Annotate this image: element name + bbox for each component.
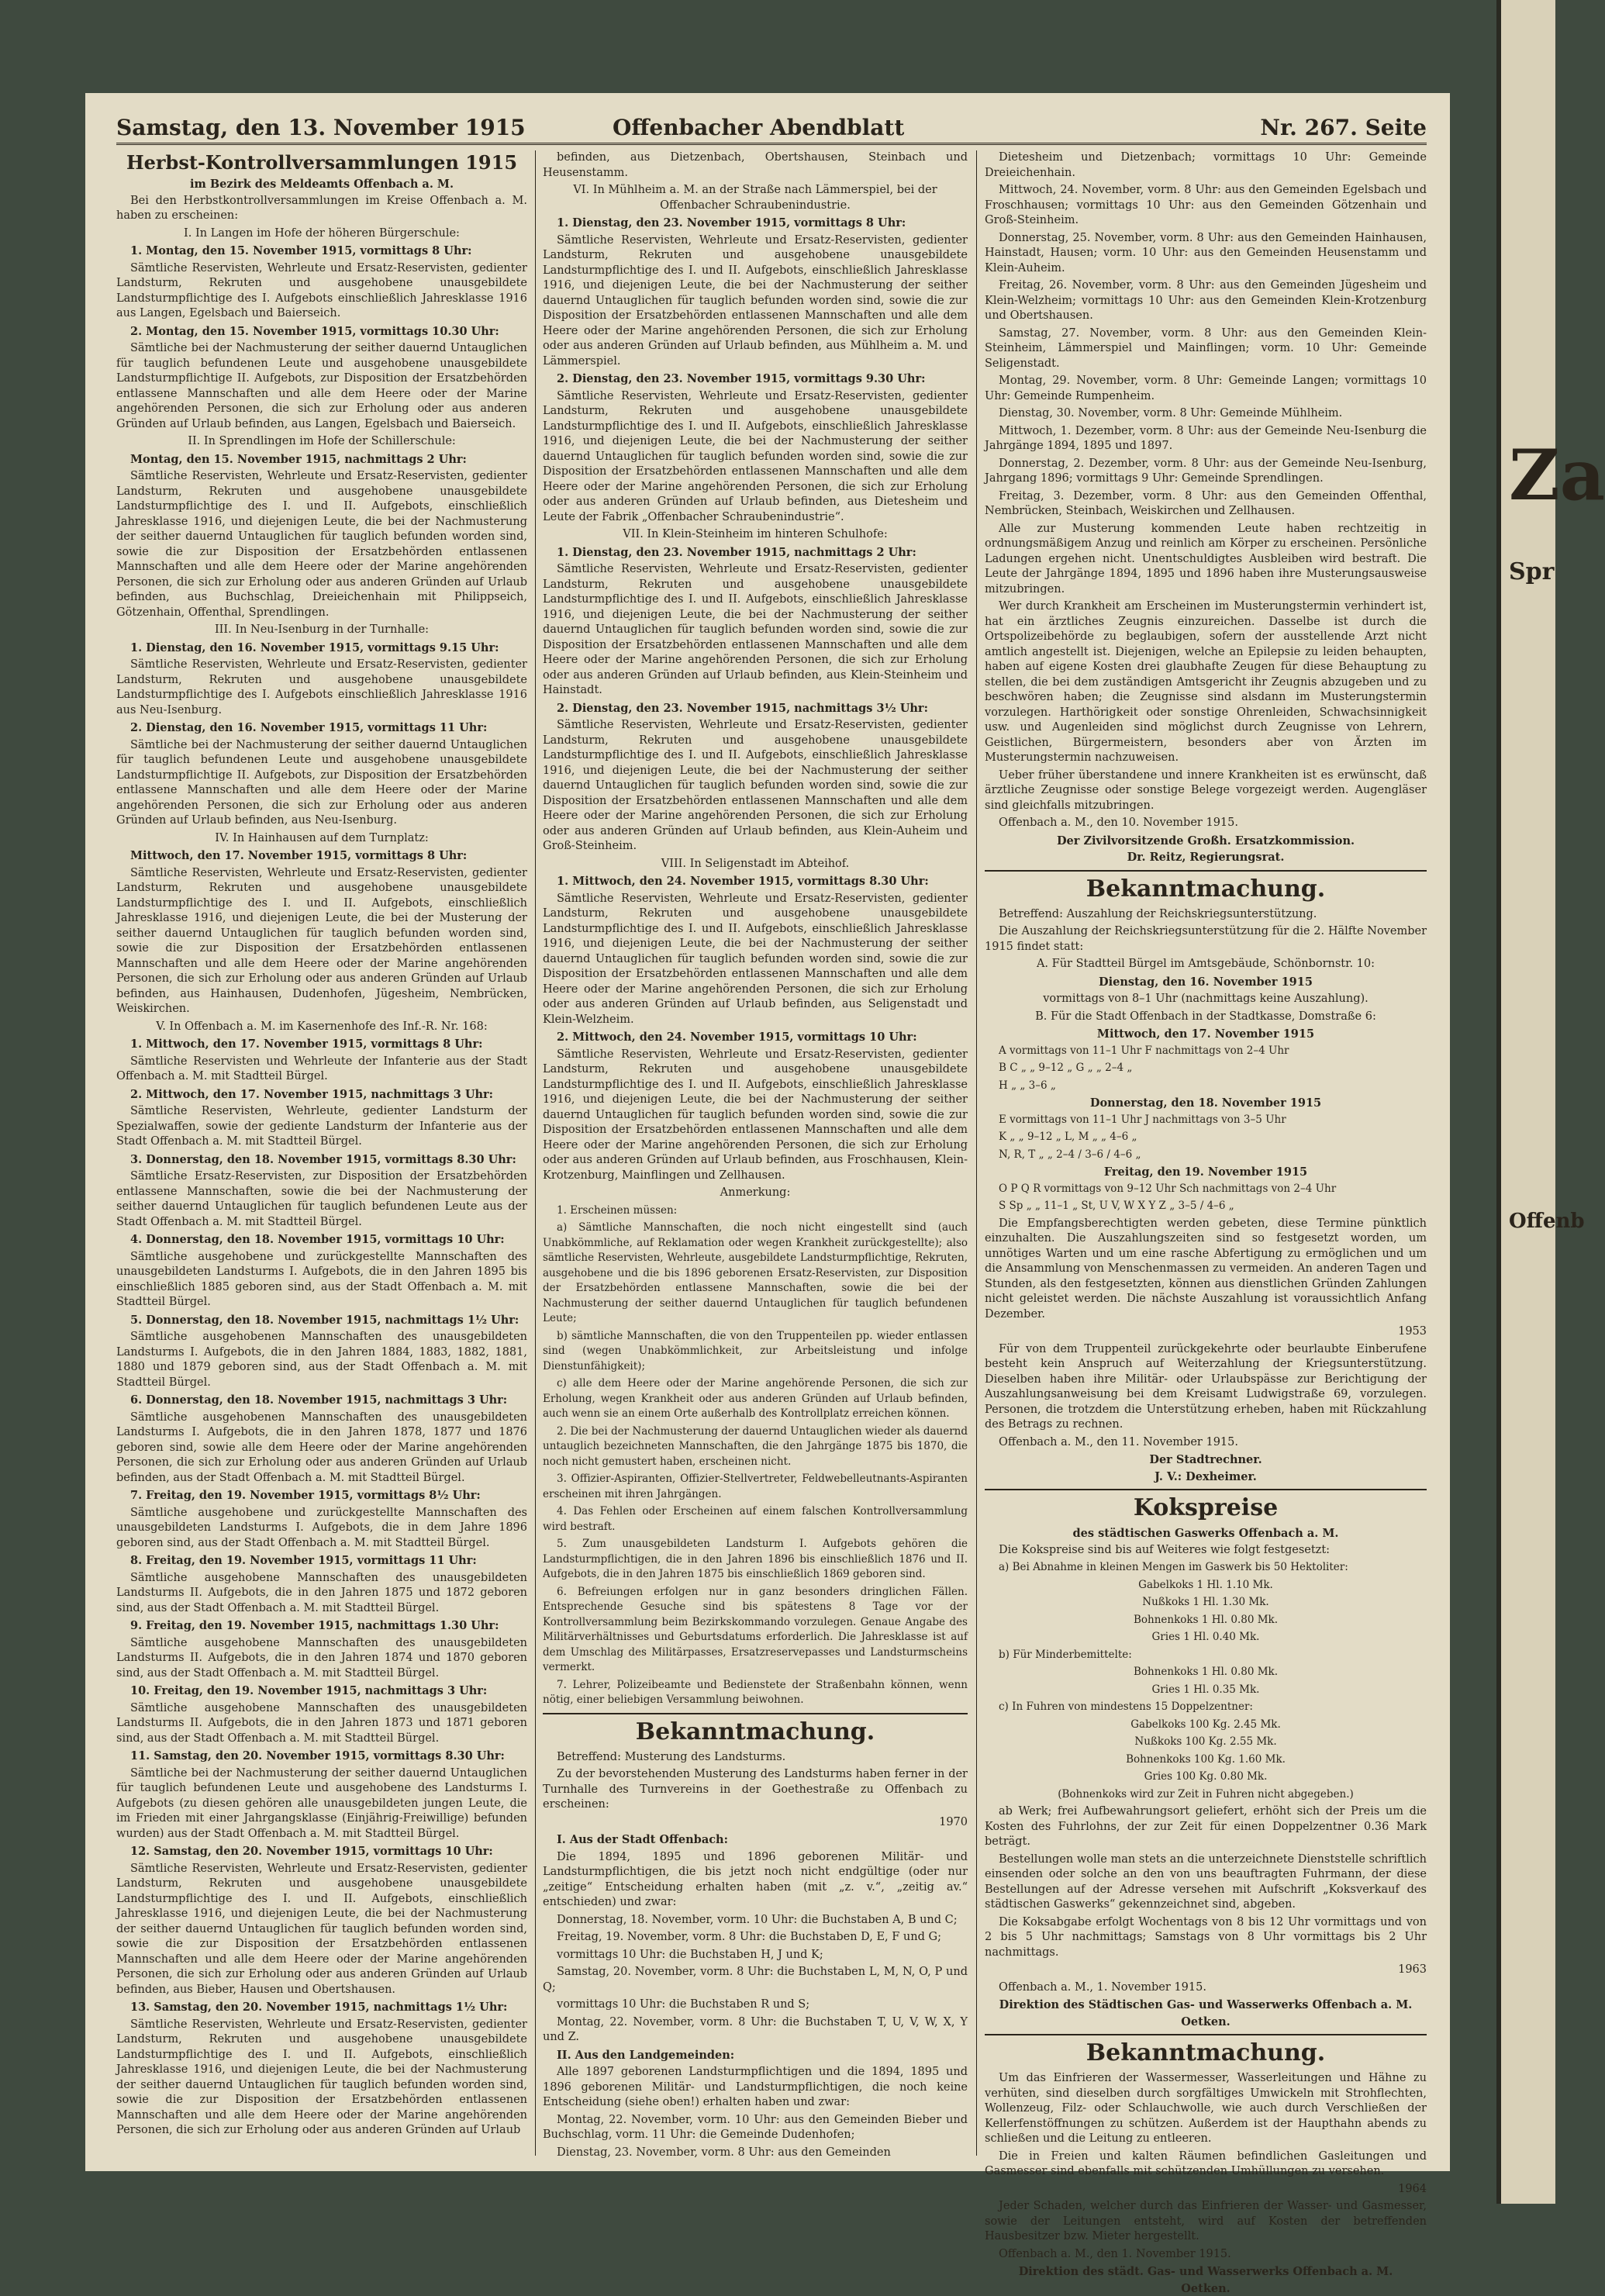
price-row: Bohnenkoks 1 Hl. 0.80 Mk.: [985, 1613, 1427, 1628]
date-line: 12. Samstag, den 20. November 1915, vormittags 10 Uhr:: [116, 1844, 527, 1859]
coke-prices-subtitle: des städtischen Gaswerks Offenbach a. M.: [985, 1526, 1427, 1542]
schedule-line: vormittags 10 Uhr: die Buchstaben H, J und K;: [543, 1948, 968, 1963]
date-line: 1. Dienstag, den 23. November 1915, nachmittags 2 Uhr:: [543, 545, 968, 561]
schedule-line: Mittwoch, 1. Dezember, vorm. 8 Uhr: aus der Gemeinde Neu-Isenburg die Jahrgänge 1894, 1895 und 1897.: [985, 424, 1427, 454]
schedule-row: H „ „ 3–6 „: [985, 1079, 1427, 1094]
price-row: Nußkoks 100 Kg. 2.55 Mk.: [985, 1735, 1427, 1750]
schedule-line: Donnerstag, 2. Dezember, vorm. 8 Uhr: aus der Gemeinde Neu-Isenburg, Jahrgang 1896; vormittags 9 Uhr: Gemeinde Sprendlingen.: [985, 457, 1427, 487]
date-line: 1. Montag, den 15. November 1915, vormittags 8 Uhr:: [116, 243, 527, 259]
paragraph: Sämtliche Reservisten, Wehrleute und Ersatz-Reservisten, gedienter Landsturm, Rekruten und ausgehobene unausgebildete Landsturmpflichtige des I. und II. Aufgebots, einschließlich Jahresklasse 1916, und diejenigen Leute, die bei der Nachmusterung der seither dauernd Untauglichen für tauglich befunden worden sind, sowie die zur Disposition der Ersatzbehörden entlassenen Mannschaften und alle dem Heere oder der Marine angehörenden Personen, die sich zur Erholung oder aus anderen Gründen auf Urlaub befinden, aus Bieber, Hausen und Obertshausen.: [116, 1862, 527, 1998]
schedule-row: A vormittags von 11–1 Uhr F nachmittags von 2–4 Uhr: [985, 1044, 1427, 1059]
date-line: 2. Mittwoch, den 24. November 1915, vormittags 10 Uhr:: [543, 1030, 968, 1045]
signature-date: Offenbach a. M., den 1. November 1915.: [985, 2247, 1427, 2263]
schedule-line: Samstag, 20. November, vorm. 8 Uhr: die Buchstaben L, M, N, O, P und Q;: [543, 1965, 968, 1995]
paragraph: Jeder Schaden, welcher durch das Einfrieren der Wasser- und Gasmesser, sowie der Leitungen entsteht, wird auf Kosten der betreffenden Hausbesitzer bzw. Mieter hergestellt.: [985, 2199, 1427, 2245]
signature-name: Oetken.: [985, 2015, 1427, 2030]
divider: [543, 1713, 968, 1714]
paragraph: Sämtliche ausgehobene Mannschaften des unausgebildeten Landsturms II. Aufgebots, die in den Jahren 1875 und 1872 geboren sind, aus der Stadt Offenbach a. M. mit Stadtteil Bürgel.: [116, 1571, 527, 1617]
adjacent-page-edge: [1496, 0, 1555, 2204]
signature-office: Der Stadtrechner.: [985, 1452, 1427, 1468]
note: 3. Offizier-Aspiranten, Offizier-Stellvertreter, Feldwebelleutnants-Aspiranten erscheinen mit ihren Jahrgängen.: [543, 1472, 968, 1502]
section-heading: IV. In Hainhausen auf dem Turnplatz:: [116, 831, 527, 847]
schedule-line: Montag, 22. November, vorm. 10 Uhr: aus den Gemeinden Bieber und Buchschlag, vorm. 11 Uhr: die Gemeinde Dudenhofen;: [543, 2113, 968, 2143]
paragraph: Bei den Herbstkontrollversammlungen im Kreise Offenbach a. M. haben zu erscheinen:: [116, 194, 527, 224]
date-line: 11. Samstag, den 20. November 1915, vormittags 8.30 Uhr:: [116, 1749, 527, 1764]
schedule-line: Montag, 29. November, vorm. 8 Uhr: Gemeinde Langen; vormittags 10 Uhr: Gemeinde Rumpenheim.: [985, 374, 1427, 404]
article-title: Herbst-Kontrollversammlungen 1915: [116, 152, 527, 174]
schedule-row: S Sp „ „ 11–1 „ St, U V, W X Y Z „ 3–5 / 4–6 „: [985, 1199, 1427, 1214]
adjacent-page-fragment: Spr: [1509, 558, 1554, 585]
column-rule: [976, 150, 977, 2156]
date-line: 2. Mittwoch, den 17. November 1915, nachmittags 3 Uhr:: [116, 1087, 527, 1103]
paragraph: Sämtliche bei der Nachmusterung der seither dauernd Untauglichen für tauglich befundenen Leute und ausgehobene unausgebildete Landsturmpflichtige II. Aufgebots, zur Disposition der Ersatzbehörden entlassene Mannschaften und alle dem Heere oder der Marine angehörenden Personen, die sich zur Erholung oder aus anderen Gründen auf Urlaub befinden, aus Neu-Isenburg.: [116, 738, 527, 829]
paragraph: Wer durch Krankheit am Erscheinen im Musterungstermin verhindert ist, hat ein ärztliches Zeugnis einzureichen. Dasselbe ist durch die Ortspolizeibehörde zu beglaubigen, sofern der ausstellende Arzt nicht amtlich angestellt ist. Diejenigen, welche an Epilepsie zu leiden behaupten, haben auf eigene Kosten drei glaubhafte Zeugen für diese Behauptung zu stellen, die bei dem zuständigen Amtsgericht ihr Zeugnis abzugeben und zu beschwören haben; die Zeugnisse sind alsdann im Musterungstermin vorzulegen. Harthörigkeit oder sonstige Ohrenleiden, Schwachsinnigkeit usw. und Augenleiden sind möglichst durch Zeugnisse von Lehrern, Geistlichen, Bürgermeistern, besonders aber von Ärzten im Musterungstermin nachzuweisen.: [985, 599, 1427, 766]
paragraph: Alle 1897 geborenen Landsturmpflichtigen und die 1894, 1895 und 1896 geborenen Militär- und Landsturmpflichtigen, die noch keine Entscheidung (siehe oben!) erhalten haben und zwar:: [543, 2065, 968, 2111]
price-group: c) In Fuhren von mindestens 15 Doppelzentner:: [985, 1700, 1427, 1715]
notice-number: 1963: [985, 1963, 1427, 1978]
date-line: 1. Mittwoch, den 24. November 1915, vormittags 8.30 Uhr:: [543, 874, 968, 889]
date-line: 2. Montag, den 15. November 1915, vormittags 10.30 Uhr:: [116, 324, 527, 340]
date-line: 10. Freitag, den 19. November 1915, nachmittags 3 Uhr:: [116, 1683, 527, 1699]
paragraph: Zu der bevorstehenden Musterung des Landsturms haben ferner in der Turnhalle des Turnvereins in der Goethestraße zu Offenbach zu erscheinen:: [543, 1767, 968, 1813]
paragraph: Sämtliche Reservisten, Wehrleute und Ersatz-Reservisten, gedienter Landsturm, Rekruten und ausgehobene unausgebildete Landsturmpflichtige des I. und II. Aufgebots, einschließlich Jahresklasse 1916, und diejenigen Leute, die bei der Musterung der seither dauernd Untauglichen für tauglich befunden worden sind, sowie die zur Disposition der Ersatzbehörden entlassenen Mannschaften und alle dem Heere oder der Marine angehörenden Personen, die sich zur Erholung oder aus anderen Gründen auf Urlaub befinden, aus Hainhausen, Dudenhofen, Jügesheim, Nembrücken, Weiskirchen.: [116, 866, 527, 1017]
date-line: Mittwoch, den 17. November 1915: [985, 1027, 1427, 1042]
date-line: 5. Donnerstag, den 18. November 1915, nachmittags 1½ Uhr:: [116, 1313, 527, 1328]
section-heading: VI. In Mühlheim a. M. an der Straße nach Lämmerspiel, bei der Offenbacher Schraubenindustrie.: [543, 183, 968, 213]
price-group: b) Für Minderbemittelte:: [985, 1648, 1427, 1663]
date-line: Dienstag, den 16. November 1915: [985, 975, 1427, 990]
date-line: 7. Freitag, den 19. November 1915, vormittags 8½ Uhr:: [116, 1488, 527, 1504]
section-heading: VII. In Klein-Steinheim im hinteren Schulhofe:: [543, 527, 968, 543]
schedule-line: Freitag, 3. Dezember, vorm. 8 Uhr: aus den Gemeinden Offenthal, Nembrücken, Steinbach, Weiskirchen und Zellhausen.: [985, 489, 1427, 520]
paragraph: Bestellungen wolle man stets an die unterzeichnete Dienststelle schriftlich einsenden oder solche an den von uns beauftragten Fuhrmann, der diese Bestellungen auf der Adresse versehen mit Aufschrift „Koksverkauf des städtischen Gaswerks“ gekennzeichnet sind, abgeben.: [985, 1852, 1427, 1913]
paragraph: Sämtliche Reservisten, Wehrleute und Ersatz-Reservisten, gedienter Landsturm, Rekruten und ausgehobene unausgebildete Landsturmpflichtige des I. und II. Aufgebots, einschließlich Jahresklasse 1916, und diejenigen Leute, die bei der Nachmusterung der seither dauernd Untauglichen für tauglich befunden worden sind, sowie die zur Disposition der Ersatzbehörden entlassenen Mannschaften und alle dem Heere oder der Marine angehörenden Personen, die sich zur Erholung oder aus anderen Gründen auf Urlaub befinden, aus Buchschlag, Dreieichenhain mit Philippseich, Götzenhain, Offenthal, Sprendlingen.: [116, 469, 527, 620]
date-line: Mittwoch, den 17. November 1915, vormittags 8 Uhr:: [116, 848, 527, 864]
subject-line: Betreffend: Auszahlung der Reichskriegsunterstützung.: [985, 907, 1427, 923]
section-heading: A. Für Stadtteil Bürgel im Amtsgebäude, Schönbornstr. 10:: [985, 957, 1427, 972]
signature-office: Direktion des Städtischen Gas- und Wasserwerks Offenbach a. M.: [985, 1997, 1427, 2013]
paragraph: Sämtliche Reservisten, Wehrleute und Ersatz-Reservisten, gedienter Landsturm, Rekruten und ausgehobene unausgebildete Landsturmpflichtige des I. und II. Aufgebots, einschließlich Jahresklasse 1916, und diejenigen Leute, die bei der Nachmusterung der seither dauernd Untauglichen für tauglich befunden worden sind, sowie die zur Disposition der Ersatzbehörden entlassenen Mannschaften und alle dem Heere oder der Marine angehörenden Personen, die sich zur Erholung oder aus anderen Gründen auf Urlaub befinden, aus Dietesheim und Leute der Fabrik „Offenbacher Schraubenindustrie“.: [543, 389, 968, 526]
note: 5. Zum unausgebildeten Landsturm I. Aufgebots gehören die Landsturmpflichtigen, die in den Jahren 1896 bis einschließlich 1876 und II. Aufgebots, die in den Jahren 1875 bis einschließlich 1869 geboren sind.: [543, 1537, 968, 1583]
date-line: 8. Freitag, den 19. November 1915, vormittags 11 Uhr:: [116, 1553, 527, 1569]
schedule-row: B C „ „ 9–12 „ G „ „ 2–4 „: [985, 1061, 1427, 1076]
note: a) Sämtliche Mannschaften, die noch nicht eingestellt sind (auch Unabkömmliche, auf Reklamation oder wegen Krankheit zurückgestellte); also sämtliche Reservisten, Wehrleute, ausgebildete Landsturmpflichtige, Rekruten, ausgehobene und die bis 1896 geborenen Ersatz-Reservisten, zur Disposition der Ersatzbehörden entlassene Mannschaften, sowie die bei der Nachmusterung der seither dauernd Untauglichen für tauglich befundenen Leute;: [543, 1221, 968, 1327]
date-line: 2. Dienstag, den 23. November 1915, vormittags 9.30 Uhr:: [543, 371, 968, 387]
schedule-row: K „ „ 9–12 „ L, M „ „ 4–6 „: [985, 1130, 1427, 1145]
date-line: 6. Donnerstag, den 18. November 1915, nachmittags 3 Uhr:: [116, 1393, 527, 1408]
section-heading: III. In Neu-Isenburg in der Turnhalle:: [116, 623, 527, 638]
paragraph: Sämtliche ausgehobene und zurückgestellte Mannschaften des unausgebildeten Landsturms I. Aufgebots, die in den Jahren 1895 bis einschließlich 1885 geboren sind, aus der Stadt Offenbach a. M. mit Stadtteil Bürgel.: [116, 1250, 527, 1310]
paragraph: Für von dem Truppenteil zurückgekehrte oder beurlaubte Einberufene besteht kein Anspruch auf Weiterzahlung der Kriegsunterstützung. Dieselben haben ihre Militär- oder Urlaubspässe zur Berichtigung der Auszahlungsanweisung bei dem Kreisamt Ludwigstraße 69, vorzulegen. Personen, die trotzdem die Unterstützung erheben, haben mit Rückzahlung des Betrags zu rechnen.: [985, 1342, 1427, 1433]
date-line: 9. Freitag, den 19. November 1915, nachmittags 1.30 Uhr:: [116, 1618, 527, 1634]
date-line: 2. Dienstag, den 16. November 1915, vormittags 11 Uhr:: [116, 720, 527, 736]
price-row: Nußkoks 1 Hl. 1.30 Mk.: [985, 1595, 1427, 1611]
divider: [985, 870, 1427, 872]
date-line: 1. Mittwoch, den 17. November 1915, vormittags 8 Uhr:: [116, 1037, 527, 1052]
signature-name: J. V.: Dexheimer.: [985, 1469, 1427, 1485]
paragraph: Die Koksabgabe erfolgt Wochentags von 8 bis 12 Uhr vormittags und von 2 bis 5 Uhr nachmittags; Samstags von 8 Uhr vormittags bis 2 Uhr nachmittags.: [985, 1915, 1427, 1961]
coke-prices-title: Kokspreise: [985, 1495, 1427, 1521]
schedule-row: N, R, T „ „ 2–4 / 3–6 / 4–6 „: [985, 1148, 1427, 1163]
paragraph: Um das Einfrieren der Wassermesser, Wasserleitungen und Hähne zu verhüten, sind dieselben durch sorgfältiges Umwickeln mit Strohflechten, Wollenzeug, Filz- oder Schlauchwolle, wie auch durch Verschließen der Kellerfenstöffnungen zu schützen. Außerdem ist der Haupthahn abends zu schließen und die Leitung zu entleeren.: [985, 2071, 1427, 2147]
schedule-line: Dienstag, 30. November, vorm. 8 Uhr: Gemeinde Mühlheim.: [985, 406, 1427, 422]
paragraph: Sämtliche ausgehobenen Mannschaften des unausgebildeten Landsturms I. Aufgebots, die in den Jahren 1878, 1877 und 1876 geboren sind, sowie alle dem Heere oder der Marine angehörenden Personen, die sich zur Erholung oder aus anderen Gründen auf Urlaub befinden, aus der Stadt Offenbach a. M. mit Stadtteil Bürgel.: [116, 1410, 527, 1486]
signature-date: Offenbach a. M., 1. November 1915.: [985, 1980, 1427, 1996]
paragraph: ab Werk; frei Aufbewahrungsort geliefert, erhöht sich der Preis um die Kosten des Fuhrlohns, der zur Zeit für einen Doppelzentner 0.36 Mark beträgt.: [985, 1804, 1427, 1850]
paragraph: Sämtliche Ersatz-Reservisten, zur Disposition der Ersatzbehörden entlassene Mannschaften, sowie die bei der Nachmusterung der seither dauernd Untauglichen für tauglich befundenen Leute aus der Stadt Offenbach a. M. mit Stadtteil Bürgel.: [116, 1169, 527, 1230]
newspaper-name: Offenbacher Abendblatt: [613, 115, 904, 140]
paragraph: Sämtliche Reservisten, Wehrleute und Ersatz-Reservisten, gedienter Landsturm, Rekruten und ausgehobene unausgebildete Landsturmpflichtige des I. und II. Aufgebots, einschließlich Jahresklasse 1916, und diejenigen Leute, die bei der Nachmusterung der seither dauernd Untauglichen für tauglich befunden worden sind, sowie die zur Disposition der Ersatzbehörden entlassenen Mannschaften und alle dem Heere oder der Marine angehörenden Personen, die sich zur Erholung oder aus anderen Gründen auf Urlaub: [116, 2018, 527, 2139]
section-heading: V. In Offenbach a. M. im Kasernenhofe des Inf.-R. Nr. 168:: [116, 1020, 527, 1035]
date-line: Montag, den 15. November 1915, nachmittags 2 Uhr:: [116, 452, 527, 468]
paragraph: Sämtliche Reservisten, Wehrleute und Ersatz-Reservisten, gedienter Landsturm, Rekruten und ausgehobene unausgebildete Landsturmpflichtige des I. Aufgebots einschließlich Jahresklasse 1916 aus Neu-Isenburg.: [116, 658, 527, 718]
paragraph: Sämtliche Reservisten, Wehrleute und Ersatz-Reservisten, gedienter Landsturm, Rekruten und ausgehobene unausgebildete Landsturmpflichtige des I. und II. Aufgebots, einschließlich Jahresklasse 1916, und diejenigen Leute, die bei der Nachmusterung der seither dauernd Untauglichen für tauglich befunden worden sind, sowie die zur Disposition der Ersatzbehörden entlassenen Mannschaften und alle dem Heere oder der Marine angehörenden Personen, die sich zur Erholung oder aus anderen Gründen auf Urlaub befinden, aus Klein-Steinheim und Hainstadt.: [543, 562, 968, 699]
paragraph: Alle zur Musterung kommenden Leute haben rechtzeitig in ordnungsmäßigem Anzug und reinlich am Körper zu erscheinen. Persönliche Ladungen ergehen nicht. Unentschuldigtes Ausbleiben wird bestraft. Die Leute der Jahrgänge 1894, 1895 und 1896 haben ihre Musterungsausweise mitzubringen.: [985, 522, 1427, 598]
price-row: Bohnenkoks 100 Kg. 1.60 Mk.: [985, 1752, 1427, 1768]
paragraph: Sämtliche ausgehobenen Mannschaften des unausgebildeten Landsturms I. Aufgebots, die in den Jahren 1884, 1883, 1882, 1881, 1880 und 1879 geboren sind, aus der Stadt Offenbach a. M. mit Stadtteil Bürgel.: [116, 1330, 527, 1390]
schedule-line: Dienstag, 23. November, vorm. 8 Uhr: aus den Gemeinden: [543, 2146, 968, 2161]
signature-name: Dr. Reitz, Regierungsrat.: [985, 850, 1427, 865]
signature-date: Offenbach a. M., den 10. November 1915.: [985, 816, 1427, 831]
schedule-line: vormittags von 8–1 Uhr (nachmittags keine Auszahlung).: [985, 992, 1427, 1007]
adjacent-page-fragment: Offenb: [1509, 1210, 1585, 1233]
note: 2. Die bei der Nachmusterung der dauernd Untauglichen wieder als dauernd untauglich bezeichneten Mannschaften, die den Jahrgänge 1875 bis 1870, die noch nicht gemustert haben, erscheinen nicht.: [543, 1424, 968, 1470]
paragraph: Die Kokspreise sind bis auf Weiteres wie folgt festgesetzt:: [985, 1543, 1427, 1559]
schedule-line: Donnerstag, 18. November, vorm. 10 Uhr: die Buchstaben A, B und C;: [543, 1913, 968, 1928]
paragraph: Sämtliche Reservisten, Wehrleute und Ersatz-Reservisten, gedienter Landsturm, Rekruten und ausgehobene unausgebildete Landsturmpflichtige des I. und II. Aufgebots, einschließlich Jahresklasse 1916, und diejenigen Leute, die bei der Nachmusterung der seither dauernd Untauglichen für tauglich befunden worden sind, sowie die zur Disposition der Ersatzbehörden entlassenen Mannschaften und alle dem Heere oder der Marine angehörenden Personen, die sich zur Erholung oder aus anderen Gründen auf Urlaub befinden, aus Seligenstadt und Klein-Welzheim.: [543, 892, 968, 1028]
schedule-line: Mittwoch, 24. November, vorm. 8 Uhr: aus den Gemeinden Egelsbach und Froschhausen; vormittags 10 Uhr: aus den Gemeinden Götzenhain und Groß-Steinheim.: [985, 183, 1427, 229]
section-heading: II. In Sprendlingen im Hofe der Schillerschule:: [116, 434, 527, 450]
notes-heading: Anmerkung:: [543, 1186, 968, 1201]
note: 6. Befreiungen erfolgen nur in ganz besonders dringlichen Fällen. Entsprechende Gesuche sind bis spätestens 8 Tage vor der Kontrollversammlung beim Bezirkskommando vorzulegen. Genaue Angabe des Militärverhältnisses und Geburtsdatums erforderlich. Die Jahresklasse ist auf dem Umschlag des Militärpasses, Ersatzreservepasses und Landsturmscheins vermerkt.: [543, 1585, 968, 1676]
schedule-line: Montag, 22. November, vorm. 8 Uhr: die Buchstaben T, U, V, W, X, Y und Z.: [543, 2015, 968, 2046]
paragraph: Sämtliche ausgehobene Mannschaften des unausgebildeten Landsturms II. Aufgebots, die in den Jahren 1873 und 1871 geboren sind, aus der Stadt Offenbach a. M. mit Stadtteil Bürgel.: [116, 1701, 527, 1747]
notice-number: 1953: [985, 1324, 1427, 1340]
paragraph: Sämtliche Reservisten, Wehrleute und Ersatz-Reservisten, gedienter Landsturm, Rekruten und ausgehobene unausgebildete Landsturmpflichtige des I. und II. Aufgebots, einschließlich Jahresklasse 1916, und diejenigen Leute, die bei der Nachmusterung der seither dauernd Untauglichen für tauglich befunden worden sind, sowie die zur Disposition der Ersatzbehörden entlassenen Mannschaften und alle dem Heere oder der Marine angehörenden Personen, die sich zur Erholung oder aus anderen Gründen auf Urlaub befinden, aus Mühlheim a. M. und Lämmerspiel.: [543, 233, 968, 370]
newspaper-page: [85, 93, 1450, 2171]
divider: [985, 2034, 1427, 2035]
paragraph: Die Auszahlung der Reichskriegsunterstützung für die 2. Hälfte November 1915 findet statt:: [985, 924, 1427, 955]
paragraph: befinden, aus Dietzenbach, Obertshausen, Steinbach und Heusenstamm.: [543, 150, 968, 181]
divider: [985, 1489, 1427, 1490]
paragraph: Die in Freien und kalten Räumen befindlichen Gasleitungen und Gasmesser sind ebenfalls mit schützenden Umhüllungen zu versehen.: [985, 2149, 1427, 2180]
issue-date: Samstag, den 13. November 1915: [116, 115, 526, 140]
price-row: Gries 100 Kg. 0.80 Mk.: [985, 1769, 1427, 1785]
schedule-line: Dietesheim und Dietzenbach; vormittags 10 Uhr: Gemeinde Dreieichenhain.: [985, 150, 1427, 181]
article-subtitle: im Bezirk des Meldeamts Offenbach a. M.: [116, 177, 527, 192]
paragraph: Sämtliche Reservisten, Wehrleute und Ersatz-Reservisten, gedienter Landsturm, Rekruten und ausgehobene unausgebildete Landsturmpflichtige des I. und II. Aufgebots, einschließlich Jahresklasse 1916, und diejenigen Leute, die bei der Nachmusterung der seither dauernd Untauglichen für tauglich befunden worden sind, sowie die zur Disposition der Ersatzbehörden entlassenen Mannschaften und alle dem Heere oder der Marine angehörenden Personen, die sich zur Erholung oder aus anderen Gründen auf Urlaub befinden, aus Klein-Auheim und Groß-Steinheim.: [543, 718, 968, 855]
price-row: Gabelkoks 1 Hl. 1.10 Mk.: [985, 1578, 1427, 1593]
section-heading: I. Aus der Stadt Offenbach:: [543, 1832, 968, 1848]
subject-line: Betreffend: Musterung des Landsturms.: [543, 1750, 968, 1766]
date-line: 1. Dienstag, den 23. November 1915, vormittags 8 Uhr:: [543, 216, 968, 231]
paragraph: Sämtliche bei der Nachmusterung der seither dauernd Untauglichen für tauglich befundenen Leute und ausgehobene unausgebildete Landsturmpflichtige II. Aufgebots, zur Disposition der Ersatzbehörden entlassene Mannschaften und alle dem Heere oder der Marine angehörenden Personen, die sich zur Erholung oder aus anderen Gründen auf Urlaub befinden, aus Langen, Egelsbach und Baierseich.: [116, 341, 527, 432]
schedule-row: E vormittags von 11–1 Uhr J nachmittags von 3–5 Uhr: [985, 1113, 1427, 1128]
price-row: Gries 1 Hl. 0.40 Mk.: [985, 1630, 1427, 1645]
note: 1. Erscheinen müssen:: [543, 1203, 968, 1219]
price-note: (Bohnenkoks wird zur Zeit in Fuhren nicht abgegeben.): [985, 1787, 1427, 1803]
section-heading: I. In Langen im Hofe der höheren Bürgerschule:: [116, 226, 527, 242]
date-line: 3. Donnerstag, den 18. November 1915, vormittags 8.30 Uhr:: [116, 1152, 527, 1168]
date-line: Freitag, den 19. November 1915: [985, 1165, 1427, 1180]
schedule-row: O P Q R vormittags von 9–12 Uhr Sch nachmittags von 2–4 Uhr: [985, 1182, 1427, 1197]
paragraph: Sämtliche Reservisten, Wehrleute, gedienter Landsturm der Spezialwaffen, sowie der gediente Landsturm der Infanterie aus der Stadt Offenbach a. M. mit Stadtteil Bürgel.: [116, 1104, 527, 1150]
notice-number: 1970: [543, 1815, 968, 1831]
signature-name: Oetken.: [985, 2281, 1427, 2296]
paragraph: Sämtliche bei der Nachmusterung der seither dauernd Untauglichen für tauglich befundenen Leute und ausgehobene des Landsturms I. Aufgebots (zu diesen gehören alle unausgebildeten jungen Leute, die im Frieden mit einer Jahrgangsklasse (Einjährig-Freiwillige) befunden wurden) aus der Stadt Offenbach a. M. mit Stadtteil Bürgel.: [116, 1766, 527, 1842]
paragraph: Sämtliche Reservisten, Wehrleute und Ersatz-Reservisten, gedienter Landsturm, Rekruten und ausgehobene unausgebildete Landsturmpflichtige des I. Aufgebots einschließlich Jahresklasse 1916 aus Langen, Egelsbach und Baierseich.: [116, 261, 527, 322]
page-number: Nr. 267. Seite: [1260, 115, 1427, 140]
schedule-line: Donnerstag, 25. November, vorm. 8 Uhr: aus den Gemeinden Hainhausen, Hainstadt, Hausen; vorm. 10 Uhr: aus den Gemeinden Heusenstamm und Klein-Auheim.: [985, 231, 1427, 277]
date-line: 1. Dienstag, den 16. November 1915, vormittags 9.15 Uhr:: [116, 640, 527, 656]
date-line: 4. Donnerstag, den 18. November 1915, vormittags 10 Uhr:: [116, 1232, 527, 1248]
column-2: [543, 150, 968, 2156]
paragraph: Sämtliche Reservisten und Wehrleute der Infanterie aus der Stadt Offenbach a. M. mit Stadtteil Bürgel.: [116, 1055, 527, 1085]
schedule-line: Freitag, 19. November, vorm. 8 Uhr: die Buchstaben D, E, F und G;: [543, 1930, 968, 1946]
date-line: 2. Dienstag, den 23. November 1915, nachmittags 3½ Uhr:: [543, 701, 968, 716]
price-row: Gabelkoks 100 Kg. 2.45 Mk.: [985, 1718, 1427, 1733]
price-group: a) Bei Abnahme in kleinen Mengen im Gaswerk bis 50 Hektoliter:: [985, 1560, 1427, 1576]
column-1: [116, 150, 527, 2156]
masthead: [116, 109, 1427, 145]
note: 4. Das Fehlen oder Erscheinen auf einem falschen Kontrollversammlung wird bestraft.: [543, 1504, 968, 1535]
schedule-line: vormittags 10 Uhr: die Buchstaben R und S;: [543, 1997, 968, 2013]
price-row: Gries 1 Hl. 0.35 Mk.: [985, 1683, 1427, 1698]
paragraph: Die 1894, 1895 und 1896 geborenen Militär- und Landsturmpflichtigen, die bis jetzt noch nicht endgültige (oder nur „zeitige“ Entscheidung erhalten haben (mit „z. v.“, „zeitig av.“ entschieden) und zwar:: [543, 1850, 968, 1911]
column-3: [985, 150, 1427, 2156]
signature-office: Direktion des städt. Gas- und Wasserwerks Offenbach a. M.: [985, 2264, 1427, 2280]
paragraph: Sämtliche ausgehobene Mannschaften des unausgebildeten Landsturms II. Aufgebots, die in den Jahren 1874 und 1870 geboren sind, aus der Stadt Offenbach a. M. mit Stadtteil Bürgel.: [116, 1636, 527, 1682]
column-rule: [535, 150, 536, 2156]
date-line: Donnerstag, den 18. November 1915: [985, 1096, 1427, 1111]
note: 7. Lehrer, Polizeibeamte und Bedienstete der Straßenbahn können, wenn nötig, einer beliebigen Versammlung beiwohnen.: [543, 1678, 968, 1708]
note: b) sämtliche Mannschaften, die von den Truppenteilen pp. wieder entlassen sind (wegen Unabkömmlichkeit, zur Arbeitsleistung und infolge Dienstunfähigkeit);: [543, 1329, 968, 1375]
section-heading: VIII. In Seligenstadt im Abteihof.: [543, 857, 968, 872]
price-row: Bohnenkoks 1 Hl. 0.80 Mk.: [985, 1665, 1427, 1680]
adjacent-page-fragment: Za: [1509, 434, 1605, 516]
date-line: 13. Samstag, den 20. November 1915, nachmittags 1½ Uhr:: [116, 2000, 527, 2015]
announcement-title: Bekanntmachung.: [985, 876, 1427, 903]
schedule-line: Samstag, 27. November, vorm. 8 Uhr: aus den Gemeinden Klein-Steinheim, Lämmerspiel und Mainflingen; vorm. 10 Uhr: Gemeinde Seligenstadt.: [985, 326, 1427, 372]
signature-date: Offenbach a. M., den 11. November 1915.: [985, 1435, 1427, 1451]
schedule-line: Freitag, 26. November, vorm. 8 Uhr: aus den Gemeinden Jügesheim und Klein-Welzheim; vormittags 10 Uhr: aus den Gemeinden Klein-Krotzenburg und Obertshausen.: [985, 278, 1427, 324]
notice-number: 1964: [985, 2182, 1427, 2198]
paragraph: Sämtliche ausgehobene und zurückgestellte Mannschaften des unausgebildeten Landsturms I. Aufgebots, die in dem Jahre 1896 geboren sind, aus der Stadt Offenbach a. M. mit Stadtteil Bürgel.: [116, 1506, 527, 1552]
paragraph: Die Empfangsberechtigten werden gebeten, diese Termine pünktlich einzuhalten. Die Auszahlungszeiten sind so festgesetzt worden, um unnötiges Warten und um eine rasche Abfertigung zu ermöglichen und um die Ansammlung von Menschenmassen zu vermeiden. An anderen Tagen und Stunden, als den festgesetzten, können aus dienstlichen Gründen Zahlungen nicht geleistet werden. Die nächste Auszahlung ist voraussichtlich Anfang Dezember.: [985, 1217, 1427, 1323]
section-heading: II. Aus den Landgemeinden:: [543, 2048, 968, 2063]
paragraph: Sämtliche Reservisten, Wehrleute und Ersatz-Reservisten, gedienter Landsturm, Rekruten und ausgehobene unausgebildete Landsturmpflichtige des I. und II. Aufgebots, einschließlich Jahresklasse 1916, und diejenigen Leute, die bei der Nachmusterung der seither dauernd Untauglichen für tauglich befunden worden sind, sowie die zur Disposition der Ersatzbehörden entlassenen Mannschaften und alle dem Heere oder der Marine angehörenden Personen, die sich zur Erholung oder aus anderen Gründen auf Urlaub befinden, aus Froschhausen, Klein-Krotzenburg, Mainflingen und Zellhausen.: [543, 1048, 968, 1184]
signature-office: Der Zivilvorsitzende Großh. Ersatzkommission.: [985, 834, 1427, 849]
paragraph: Ueber früher überstandene und innere Krankheiten ist es erwünscht, daß ärztliche Zeugnisse oder sonstige Belege vorgezeigt werden. Augengläser sind gleichfalls mitzubringen.: [985, 768, 1427, 814]
announcement-title: Bekanntmachung.: [985, 2040, 1427, 2066]
announcement-title: Bekanntmachung.: [543, 1719, 968, 1745]
section-heading: B. Für die Stadt Offenbach in der Stadtkasse, Domstraße 6:: [985, 1010, 1427, 1025]
note: c) alle dem Heere oder der Marine angehörende Personen, die sich zur Erholung, wegen Krankheit oder aus anderen Gründen auf Urlaub befinden, auch wenn sie an einem Orte außerhalb des Kontrollplatz erreichen können.: [543, 1376, 968, 1422]
